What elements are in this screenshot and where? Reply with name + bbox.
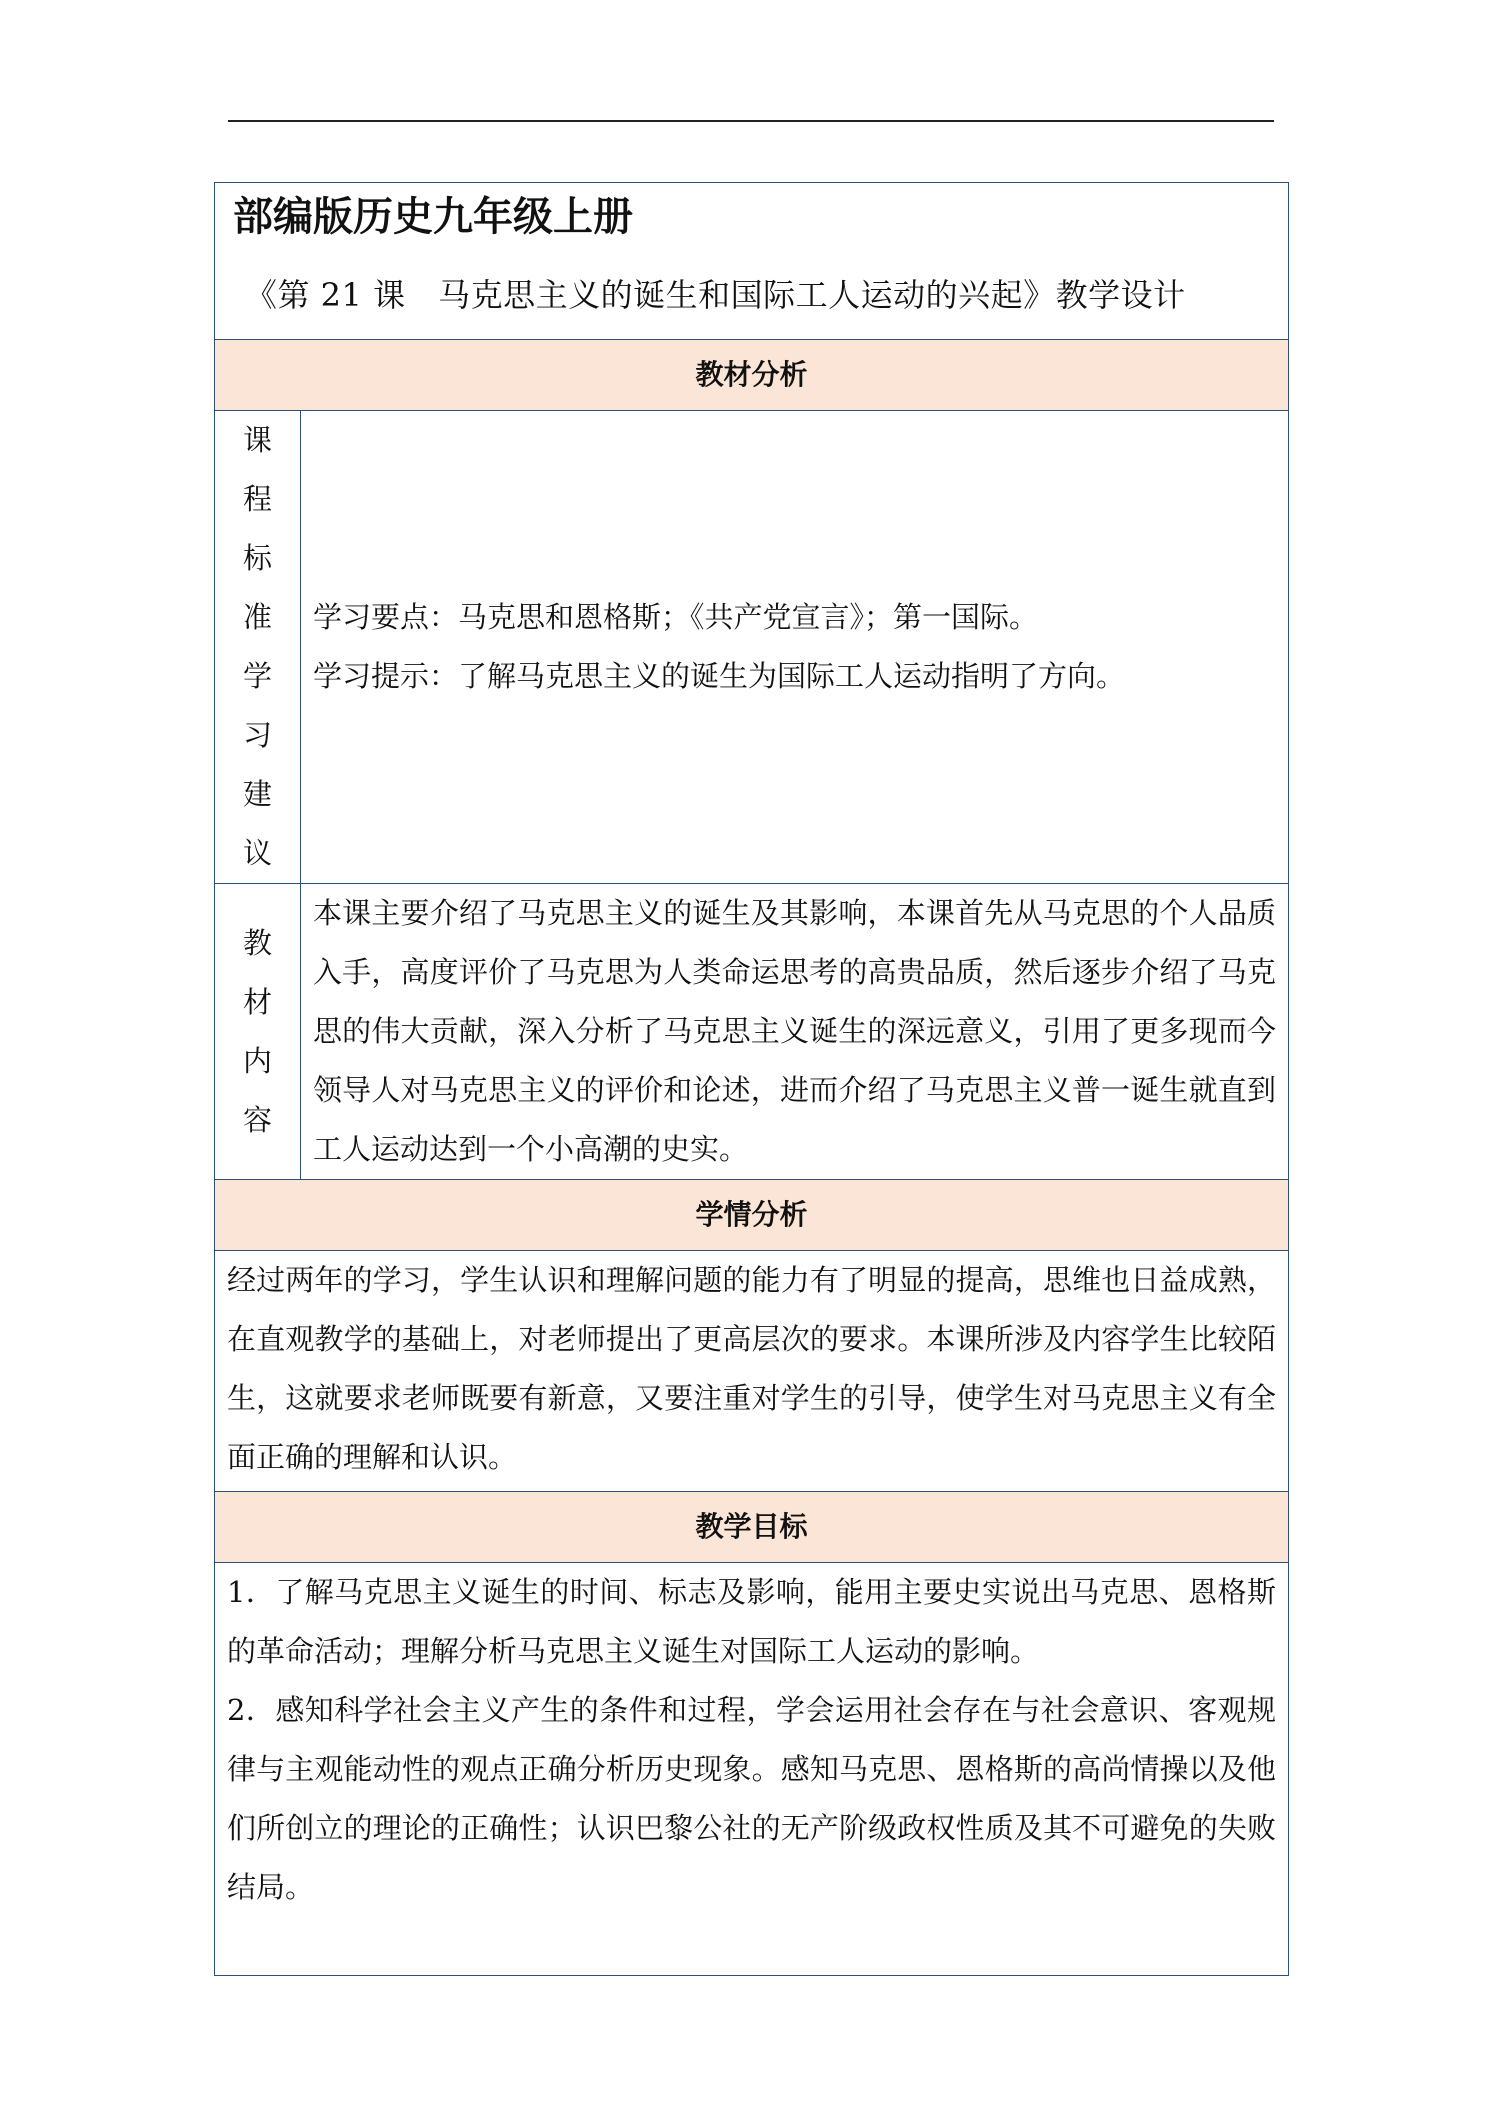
- page-title: 部编版历史九年级上册: [233, 194, 633, 240]
- lesson-plan-table: [214, 182, 1289, 1976]
- textbook-content-text: 本课主要介绍了马克思主义的诞生及其影响，本课首先从马克思的个人品质入手，高度评价了马克思为人类命运思考的高贵品质，然后逐步介绍了马克思的伟大贡献，深入分析了马克思主义诞生的深远意义，引用了更多现而今领导人对马克思主义的评价和论述，进而介绍了马克思主义普一诞生就直到工人运动达到一个小高潮的史实。: [301, 884, 1289, 1180]
- curriculum-line: 学习提示：了解马克思主义的诞生为国际工人运动指明了方向。: [313, 659, 1126, 693]
- curriculum-content: [301, 411, 1289, 884]
- title-cell: [215, 183, 1289, 340]
- curriculum-label: 课 程 标 准 学 习 建 议: [215, 411, 301, 884]
- teaching-goal-item: 1．了解马克思主义诞生的时间、标志及影响，能用主要史实说出马克思、恩格斯的革命活动；理解分析马克思主义诞生对国际工人运动的影响。: [227, 1575, 1276, 1668]
- textbook-content-label: 教 材 内 容: [215, 884, 301, 1180]
- section-heading-learner-analysis: 学情分析: [215, 1180, 1289, 1251]
- teaching-goal-item: 2．感知科学社会主义产生的条件和过程，学会运用社会存在与社会意识、客观规律与主观能动性的观点正确分析历史现象。感知马克思、恩格斯的高尚情操以及他们所创立的理论的正确性；认识巴黎公社的无产阶级政权性质及其不可避免的失败结局。: [227, 1693, 1276, 1904]
- section-heading-textbook-analysis: 教材分析: [215, 340, 1289, 411]
- section-heading-teaching-goals: 教学目标: [215, 1492, 1289, 1563]
- lesson-subtitle: 《第 21 课 马克思主义的诞生和国际工人运动的兴起》教学设计: [245, 276, 1186, 314]
- header-rule: [228, 120, 1274, 122]
- curriculum-line: 学习要点：马克思和恩格斯；《共产党宣言》；第一国际。: [313, 600, 1039, 634]
- learner-analysis-text: 经过两年的学习，学生认识和理解问题的能力有了明显的提高，思维也日益成熟，在直观教学的基础上，对老师提出了更高层次的要求。本课所涉及内容学生比较陌生，这就要求老师既要有新意，又要注重对学生的引导，使学生对马克思主义有全面正确的理解和认识。: [215, 1251, 1289, 1492]
- teaching-goals-list: [215, 1563, 1289, 1976]
